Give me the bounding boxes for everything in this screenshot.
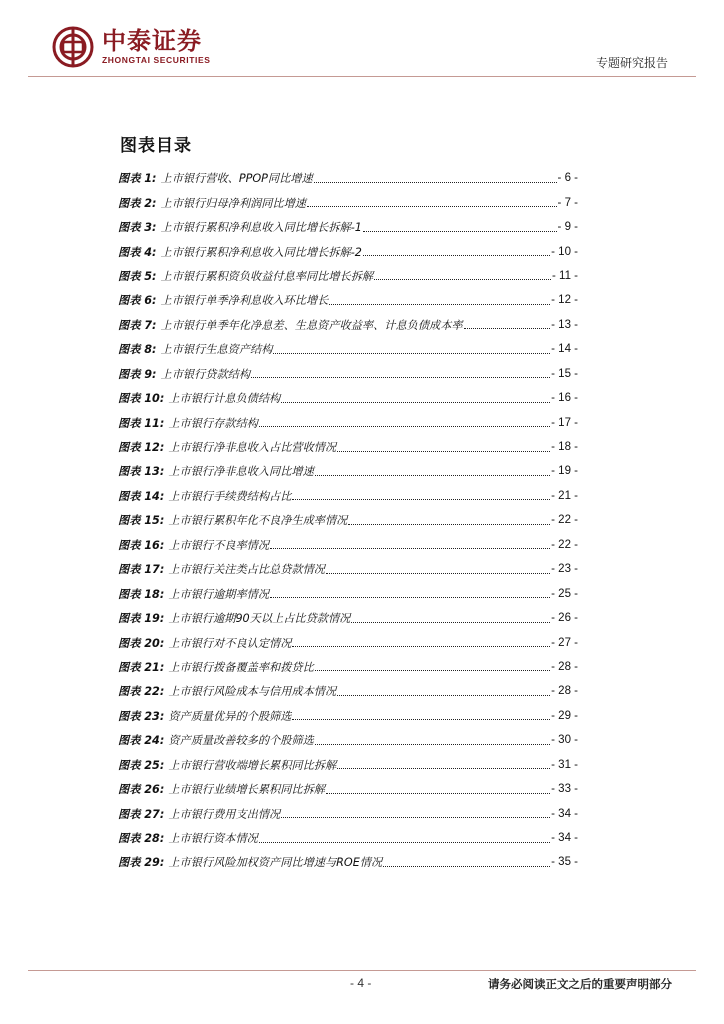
- toc-entry-title: 上市银行逾期率情况: [168, 587, 270, 601]
- toc-entry-page: - 27 -: [551, 636, 578, 649]
- company-name-en: ZHONGTAI SECURITIES: [102, 55, 211, 65]
- toc-entry-page: - 22 -: [551, 538, 578, 551]
- toc-dot-leader: [337, 441, 550, 452]
- toc-entry-page: - 34 -: [551, 832, 578, 845]
- toc-entry-label: 图表 4:: [118, 245, 157, 259]
- toc-entry-label: 图表 27:: [118, 807, 165, 821]
- toc-dot-leader: [259, 832, 550, 843]
- toc-entry-page: - 11 -: [552, 269, 578, 282]
- toc-entry-title: 上市银行拨备覆盖率和拨贷比: [168, 660, 314, 674]
- toc-dot-leader: [363, 221, 557, 232]
- toc-dot-leader: [337, 685, 550, 696]
- toc-entry-title: 上市银行资本情况: [168, 832, 258, 846]
- toc-dot-leader: [464, 318, 551, 329]
- toc-entry-page: - 25 -: [551, 587, 578, 600]
- toc-entry-page: - 22 -: [551, 514, 578, 527]
- toc-entry-title: 上市银行费用支出情况: [168, 807, 281, 821]
- toc-entry[interactable]: [118, 166, 578, 190]
- toc-entry-page: - 34 -: [551, 807, 578, 820]
- toc-entry-label: 图表 20:: [118, 636, 165, 650]
- toc-entry-title: 上市银行累积净利息收入同比增长拆解-2: [160, 245, 362, 259]
- toc-entry[interactable]: [118, 606, 578, 630]
- toc-entry-page: - 6 -: [557, 172, 578, 185]
- toc-entry[interactable]: [118, 533, 578, 557]
- toc-dot-leader: [292, 489, 550, 500]
- toc-dot-leader: [315, 734, 550, 745]
- toc-entry-label: 图表 19:: [118, 612, 165, 626]
- toc-entry-page: - 28 -: [551, 660, 578, 673]
- toc-entry[interactable]: [118, 581, 578, 605]
- toc-dot-leader: [281, 392, 550, 403]
- page-header: [0, 0, 724, 90]
- toc-entry-label: 图表 15:: [118, 514, 165, 528]
- toc-entry-title: 资产质量改善较多的个股筛选: [168, 734, 314, 748]
- toc-entry-label: 图表 26:: [118, 783, 165, 797]
- toc-entry-page: - 35 -: [551, 856, 578, 869]
- toc-entry-page: - 29 -: [551, 709, 578, 722]
- toc-dot-leader: [251, 367, 550, 378]
- company-name-cn: 中泰证券: [102, 27, 202, 55]
- toc-entry-label: 图表 18:: [118, 587, 165, 601]
- toc-entry-page: - 23 -: [551, 563, 578, 576]
- toc-entry[interactable]: [118, 190, 578, 214]
- toc-entry-label: 图表 13:: [118, 465, 165, 479]
- toc-entry[interactable]: [118, 435, 578, 459]
- toc-entry-page: - 26 -: [551, 612, 578, 625]
- toc-dot-leader: [348, 514, 550, 525]
- toc-entry[interactable]: [118, 655, 578, 679]
- toc-entry[interactable]: [118, 850, 578, 874]
- toc-entry-page: - 19 -: [551, 465, 578, 478]
- toc-entry-title: 上市银行单季年化净息差、生息资产收益率、计息负债成本率: [160, 318, 463, 332]
- toc-entry-label: 图表 12:: [118, 441, 165, 455]
- toc-entry-page: - 28 -: [551, 685, 578, 698]
- toc-entry[interactable]: [118, 777, 578, 801]
- toc-entry[interactable]: [118, 337, 578, 361]
- toc-entry-page: - 33 -: [551, 783, 578, 796]
- toc-entry-label: 图表 11:: [118, 416, 165, 430]
- toc-entry[interactable]: [118, 264, 578, 288]
- toc-dot-leader: [281, 807, 550, 818]
- toc-entry[interactable]: [118, 386, 578, 410]
- toc-entry-label: 图表 8:: [118, 343, 157, 357]
- toc-entry-label: 图表 5:: [118, 269, 157, 283]
- toc-dot-leader: [326, 563, 550, 574]
- toc-dot-leader: [383, 856, 550, 867]
- toc-entry-title: 上市银行业绩增长累积同比拆解: [168, 783, 325, 797]
- toc-entry[interactable]: [118, 288, 578, 312]
- page-number: - 4 -: [350, 976, 372, 990]
- toc-dot-leader: [374, 269, 551, 280]
- toc-entry-title: 上市银行净非息收入占比营收情况: [168, 441, 337, 455]
- footer-divider: [28, 970, 696, 971]
- toc-entry[interactable]: [118, 826, 578, 850]
- toc-entry[interactable]: [118, 313, 578, 337]
- toc-entry-label: 图表 7:: [118, 318, 157, 332]
- toc-entry[interactable]: [118, 679, 578, 703]
- toc-entry-title: 上市银行手续费结构占比: [168, 489, 292, 503]
- toc-entry[interactable]: [118, 728, 578, 752]
- toc-entry-label: 图表 3:: [118, 221, 157, 235]
- toc-entry-title: 上市银行风险成本与信用成本情况: [168, 685, 337, 699]
- toc-entry-page: - 10 -: [551, 245, 578, 258]
- zhongtai-logo-icon: [52, 26, 94, 68]
- toc-dot-leader: [351, 612, 550, 623]
- toc-entry-page: - 13 -: [551, 318, 578, 331]
- toc-entry-page: - 30 -: [551, 734, 578, 747]
- toc-entry-title: 上市银行累积年化不良净生成率情况: [168, 514, 348, 528]
- toc-dot-leader: [273, 343, 550, 354]
- toc-entry-page: - 7 -: [557, 196, 578, 209]
- toc-entry-page: - 15 -: [551, 367, 578, 380]
- toc-entry[interactable]: [118, 239, 578, 263]
- toc-entry-label: 图表 22:: [118, 685, 165, 699]
- toc-entry-label: 图表 6:: [118, 294, 157, 308]
- toc-dot-leader: [337, 758, 550, 769]
- toc-entry-title: 上市银行归母净利润同比增速: [160, 196, 306, 210]
- toc-entry-title: 上市银行单季净利息收入环比增长: [160, 294, 329, 308]
- toc-dot-leader: [329, 294, 550, 305]
- toc-entry[interactable]: [118, 410, 578, 434]
- header-divider: [28, 76, 696, 77]
- toc-dot-leader: [292, 636, 550, 647]
- toc-entry-label: 图表 25:: [118, 758, 165, 772]
- toc-entry-title: 上市银行对不良认定情况: [168, 636, 292, 650]
- toc-title: 图表目录: [120, 136, 192, 156]
- toc-entry-label: 图表 14:: [118, 489, 165, 503]
- toc-entry-label: 图表 23:: [118, 709, 165, 723]
- toc-entry-label: 图表 28:: [118, 832, 165, 846]
- toc-entry-label: 图表 1:: [118, 172, 157, 186]
- toc-entry-title: 上市银行不良率情况: [168, 538, 270, 552]
- toc-entry-title: 上市银行营收、PPOP同比增速: [160, 172, 313, 186]
- toc-entry-title: 上市银行计息负债结构: [168, 392, 281, 406]
- toc-entry-title: 上市银行逾期90天以上占比贷款情况: [168, 612, 351, 626]
- toc-dot-leader: [292, 709, 550, 720]
- toc-entry-title: 资产质量优异的个股筛选: [168, 709, 292, 723]
- toc-entry[interactable]: [118, 508, 578, 532]
- toc-entry-page: - 21 -: [551, 489, 578, 502]
- disclaimer-text: 请务必阅读正文之后的重要声明部分: [488, 977, 672, 991]
- toc-entry-page: - 18 -: [551, 441, 578, 454]
- toc-entry-label: 图表 10:: [118, 392, 165, 406]
- toc-entry-label: 图表 29:: [118, 856, 165, 870]
- toc-dot-leader: [315, 465, 550, 476]
- toc-entry-page: - 14 -: [551, 343, 578, 356]
- toc-entry[interactable]: [118, 484, 578, 508]
- toc-entry-page: - 16 -: [551, 392, 578, 405]
- toc-entry-label: 图表 21:: [118, 660, 165, 674]
- toc-entry[interactable]: [118, 362, 578, 386]
- toc-entry-title: 上市银行存款结构: [168, 416, 258, 430]
- toc-entry-label: 图表 9:: [118, 367, 157, 381]
- toc-dot-leader: [314, 172, 557, 183]
- toc-entry[interactable]: [118, 704, 578, 728]
- toc-entry[interactable]: [118, 215, 578, 239]
- table-of-figures: [118, 166, 578, 875]
- toc-entry-title: 上市银行关注类占比总贷款情况: [168, 563, 325, 577]
- toc-entry[interactable]: [118, 459, 578, 483]
- toc-entry-label: 图表 17:: [118, 563, 165, 577]
- toc-entry-label: 图表 24:: [118, 734, 165, 748]
- toc-entry-page: - 9 -: [557, 221, 578, 234]
- toc-entry-title: 上市银行贷款结构: [160, 367, 251, 381]
- toc-entry-title: 上市银行累积净利息收入同比增长拆解-1: [160, 221, 362, 235]
- toc-entry[interactable]: [118, 630, 578, 654]
- company-logo: [52, 26, 211, 68]
- toc-entry-page: - 17 -: [551, 416, 578, 429]
- toc-entry-title: 上市银行风险加权资产同比增速与ROE情况: [168, 856, 383, 870]
- toc-entry[interactable]: [118, 753, 578, 777]
- toc-dot-leader: [315, 660, 550, 671]
- toc-dot-leader: [270, 587, 550, 598]
- toc-entry[interactable]: [118, 557, 578, 581]
- toc-entry-title: 上市银行生息资产结构: [160, 343, 273, 357]
- toc-dot-leader: [307, 196, 557, 207]
- toc-dot-leader: [259, 416, 550, 427]
- toc-dot-leader: [363, 245, 550, 256]
- toc-entry[interactable]: [118, 801, 578, 825]
- report-type: 专题研究报告: [595, 56, 668, 70]
- toc-entry-page: - 12 -: [551, 294, 578, 307]
- toc-dot-leader: [270, 538, 550, 549]
- toc-entry-title: 上市银行累积资负收益付息率同比增长拆解: [160, 269, 374, 283]
- toc-dot-leader: [326, 783, 550, 794]
- toc-entry-label: 图表 2:: [118, 196, 157, 210]
- toc-entry-page: - 31 -: [551, 758, 578, 771]
- toc-entry-title: 上市银行净非息收入同比增速: [168, 465, 314, 479]
- toc-entry-label: 图表 16:: [118, 538, 165, 552]
- toc-entry-title: 上市银行营收端增长累积同比拆解: [168, 758, 337, 772]
